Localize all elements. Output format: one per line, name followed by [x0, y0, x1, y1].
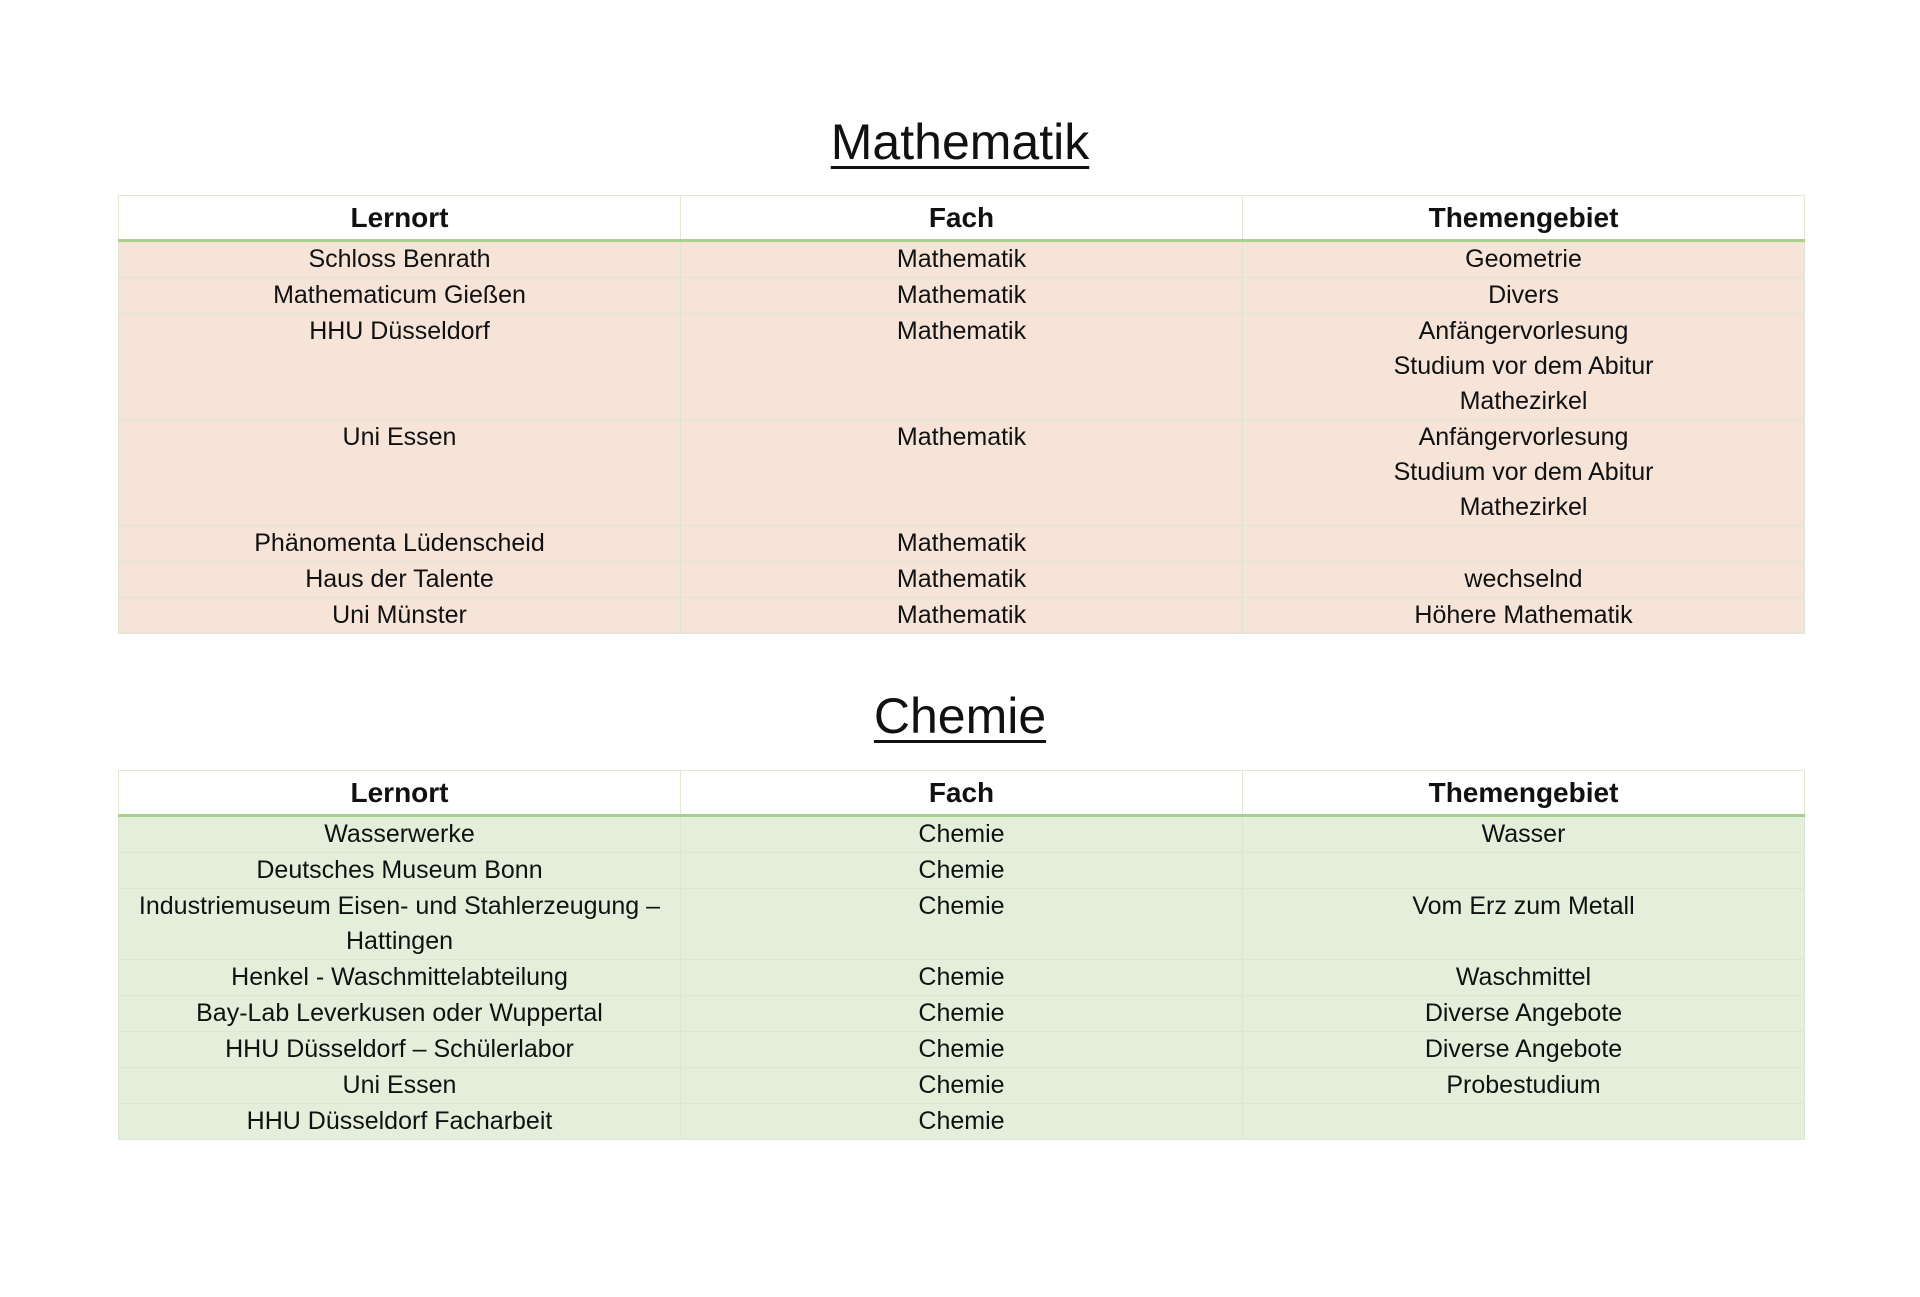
- cell-lernort: [119, 526, 681, 562]
- cell-lernort-line: HHU Düsseldorf: [309, 317, 490, 345]
- cell-themengebiet-line: Geometrie: [1465, 245, 1582, 273]
- cell-themengebiet: [1243, 420, 1805, 526]
- cell-themengebiet-line: Höhere Mathematik: [1414, 601, 1633, 629]
- cell-lernort-line: Haus der Talente: [305, 565, 494, 593]
- cell-lernort-line: Henkel - Waschmittelabteilung: [231, 963, 568, 991]
- column-header-fach: Fach: [681, 771, 1243, 816]
- cell-themengebiet-line: Probestudium: [1446, 1071, 1601, 1099]
- cell-fach: Mathematik: [681, 526, 1243, 562]
- table-row: [119, 1032, 1805, 1068]
- cell-fach: Mathematik: [681, 598, 1243, 634]
- table-row: [119, 420, 1805, 526]
- cell-themengebiet-line: Studium vor dem Abitur: [1393, 458, 1654, 486]
- cell-lernort-line: Mathematicum Gießen: [273, 281, 526, 309]
- table-header-row: [119, 196, 1805, 241]
- table-chemie: [118, 770, 1805, 1140]
- table-row: [119, 241, 1805, 278]
- table-row: [119, 996, 1805, 1032]
- cell-themengebiet: [1243, 526, 1805, 562]
- table-row: [119, 853, 1805, 889]
- cell-lernort: [119, 816, 681, 853]
- column-header-themengebiet: Themengebiet: [1243, 771, 1805, 816]
- cell-lernort-line: HHU Düsseldorf – Schülerlabor: [225, 1035, 574, 1063]
- cell-lernort: [119, 241, 681, 278]
- cell-lernort: [119, 1104, 681, 1140]
- cell-fach: Chemie: [681, 960, 1243, 996]
- cell-themengebiet-line: wechselnd: [1464, 565, 1583, 593]
- cell-themengebiet: [1243, 1104, 1805, 1140]
- cell-fach: Mathematik: [681, 314, 1243, 420]
- cell-fach: Chemie: [681, 853, 1243, 889]
- cell-themengebiet-line: Anfängervorlesung: [1418, 423, 1629, 451]
- cell-lernort-line: Bay-Lab Leverkusen oder Wuppertal: [196, 999, 603, 1027]
- cell-themengebiet: [1243, 996, 1805, 1032]
- cell-lernort-line: Industriemuseum Eisen- und Stahlerzeugung –: [138, 892, 661, 920]
- cell-lernort: [119, 420, 681, 526]
- cell-lernort: [119, 889, 681, 960]
- cell-fach: Chemie: [681, 1068, 1243, 1104]
- cell-lernort-line: Uni Münster: [332, 601, 467, 629]
- cell-themengebiet-line: Studium vor dem Abitur: [1393, 352, 1654, 380]
- cell-lernort-line: Deutsches Museum Bonn: [256, 856, 543, 884]
- cell-themengebiet: [1243, 889, 1805, 960]
- cell-fach: Chemie: [681, 1104, 1243, 1140]
- table-header-row: [119, 771, 1805, 816]
- cell-lernort: [119, 314, 681, 420]
- cell-lernort: [119, 960, 681, 996]
- cell-lernort-line: HHU Düsseldorf Facharbeit: [246, 1107, 553, 1135]
- cell-themengebiet: [1243, 598, 1805, 634]
- cell-lernort: [119, 1068, 681, 1104]
- cell-themengebiet: [1243, 816, 1805, 853]
- cell-lernort: [119, 598, 681, 634]
- cell-fach: Mathematik: [681, 420, 1243, 526]
- cell-fach: Chemie: [681, 889, 1243, 960]
- table-row: [119, 889, 1805, 960]
- table-row: [119, 598, 1805, 634]
- column-header-lernort: Lernort: [119, 196, 681, 241]
- cell-lernort-line: Hattingen: [345, 927, 454, 955]
- table-row: [119, 278, 1805, 314]
- cell-themengebiet: [1243, 853, 1805, 889]
- column-header-fach: Fach: [681, 196, 1243, 241]
- cell-lernort: [119, 853, 681, 889]
- table-row: [119, 960, 1805, 996]
- cell-lernort-line: Schloss Benrath: [308, 245, 491, 273]
- cell-lernort: [119, 562, 681, 598]
- cell-themengebiet-line: Vom Erz zum Metall: [1412, 892, 1635, 920]
- cell-lernort: [119, 996, 681, 1032]
- cell-themengebiet: [1243, 314, 1805, 420]
- cell-lernort-line: Uni Essen: [342, 423, 457, 451]
- cell-lernort: [119, 278, 681, 314]
- cell-lernort-line: Phänomenta Lüdenscheid: [254, 529, 545, 557]
- cell-themengebiet-line: Wasser: [1481, 820, 1566, 848]
- cell-themengebiet: [1243, 1068, 1805, 1104]
- column-header-lernort: Lernort: [119, 771, 681, 816]
- section-title-mathematik: Mathematik: [830, 114, 1090, 170]
- table-row: [119, 1068, 1805, 1104]
- cell-fach: Mathematik: [681, 562, 1243, 598]
- table-row: [119, 314, 1805, 420]
- table-row: [119, 526, 1805, 562]
- cell-themengebiet: [1243, 562, 1805, 598]
- cell-themengebiet-line: Diverse Angebote: [1424, 999, 1623, 1027]
- cell-themengebiet-line: Mathezirkel: [1459, 387, 1588, 415]
- cell-themengebiet: [1243, 1032, 1805, 1068]
- cell-fach: Chemie: [681, 1032, 1243, 1068]
- table-mathematik: [118, 195, 1805, 634]
- cell-fach: Chemie: [681, 996, 1243, 1032]
- cell-themengebiet-line: Anfängervorlesung: [1418, 317, 1629, 345]
- cell-themengebiet: [1243, 960, 1805, 996]
- table-row: [119, 1104, 1805, 1140]
- cell-lernort: [119, 1032, 681, 1068]
- cell-fach: Mathematik: [681, 278, 1243, 314]
- cell-fach: Chemie: [681, 816, 1243, 853]
- cell-themengebiet-line: Divers: [1488, 281, 1559, 309]
- cell-lernort-line: Wasserwerke: [324, 820, 475, 848]
- cell-themengebiet-line: Mathezirkel: [1459, 493, 1588, 521]
- cell-themengebiet-line: Diverse Angebote: [1424, 1035, 1623, 1063]
- cell-themengebiet: [1243, 278, 1805, 314]
- table-row: [119, 816, 1805, 853]
- table-row: [119, 562, 1805, 598]
- column-header-themengebiet: Themengebiet: [1243, 196, 1805, 241]
- cell-fach: Mathematik: [681, 241, 1243, 278]
- cell-themengebiet-line: Waschmittel: [1455, 963, 1592, 991]
- cell-lernort-line: Uni Essen: [342, 1071, 457, 1099]
- section-title-chemie: Chemie: [873, 688, 1047, 744]
- cell-themengebiet: [1243, 241, 1805, 278]
